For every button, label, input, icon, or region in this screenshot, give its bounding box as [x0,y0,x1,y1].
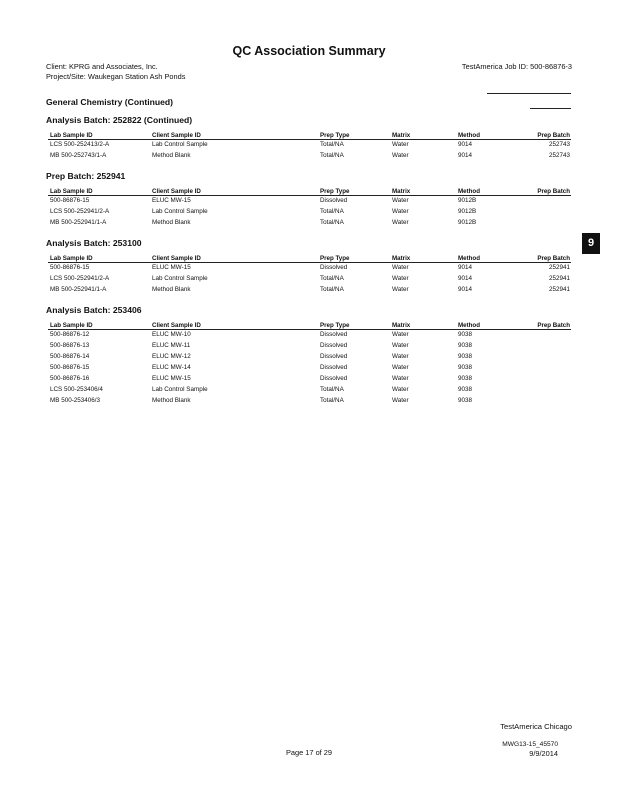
project-site: Project/Site: Waukegan Station Ash Ponds [46,72,186,81]
header-rule [48,262,571,263]
column-header: Matrix [392,255,411,262]
column-header: Method [458,188,480,195]
column-header: Prep Type [320,255,350,262]
table-cell: Total/NA [320,397,344,404]
table-cell: Dissolved [320,364,348,371]
table-cell: ELUC MW-15 [152,264,191,271]
column-header: Lab Sample ID [50,188,93,195]
table-cell: ELUC MW-14 [152,364,191,371]
column-header: Prep Type [320,322,350,329]
batch-title: Analysis Batch: 252822 (Continued) [46,115,193,125]
table-cell: 9014 [458,152,473,159]
table-cell: Water [392,141,409,148]
table-cell: 9014 [458,264,473,271]
table-cell: Water [392,331,409,338]
footer-page-number: Page 17 of 29 [285,748,333,757]
footer-company: TestAmerica Chicago [500,722,572,731]
table-cell: 252941 [548,286,570,293]
column-header: Client Sample ID [152,188,201,195]
table-cell: 9012B [458,208,477,215]
table-cell: Total/NA [320,275,344,282]
table-cell: Water [392,208,409,215]
header-rule [48,329,571,330]
table-cell: Lab Control Sample [152,386,208,393]
table-cell: Water [392,197,409,204]
table-cell: Water [392,286,409,293]
table-cell: 500-86876-15 [50,197,90,204]
client-name: Client: KPRG and Associates, Inc. [46,62,158,71]
table-cell: Water [392,375,409,382]
column-header: Method [458,255,480,262]
column-header: Client Sample ID [152,255,201,262]
table-cell: MB 500-253406/3 [50,397,101,404]
table-cell: MB 500-252941/1-A [50,219,107,226]
column-header: Matrix [392,322,411,329]
table-cell: Method Blank [152,219,191,226]
divider [530,108,571,109]
table-cell: Lab Control Sample [152,141,208,148]
table-cell: MB 500-252941/1-A [50,286,107,293]
column-header: Method [458,322,480,329]
footer-date: 9/9/2014 [529,749,558,758]
table-cell: 252941 [548,275,570,282]
table-cell: ELUC MW-15 [152,375,191,382]
table-cell: Method Blank [152,286,191,293]
column-header: Method [458,132,480,139]
table-cell: Lab Control Sample [152,208,208,215]
divider [487,93,571,94]
table-cell: LCS 500-253406/4 [50,386,103,393]
table-cell: Water [392,152,409,159]
table-cell: 9038 [458,386,473,393]
table-cell: 9014 [458,141,473,148]
column-header: Lab Sample ID [50,255,93,262]
table-cell: Dissolved [320,331,348,338]
table-cell: Total/NA [320,141,344,148]
column-header: Lab Sample ID [50,322,93,329]
column-header: Matrix [392,188,411,195]
table-cell: 500-86876-16 [50,375,90,382]
table-cell: 9038 [458,364,473,371]
table-cell: Water [392,386,409,393]
section-title: General Chemistry (Continued) [46,97,174,107]
table-cell: ELUC MW-10 [152,331,191,338]
table-cell: 500-86876-14 [50,353,90,360]
table-cell: Total/NA [320,152,344,159]
column-header: Prep Batch [537,322,570,329]
table-cell: Water [392,219,409,226]
table-cell: 9038 [458,353,473,360]
column-header: Prep Batch [537,255,570,262]
table-cell: 500-86876-13 [50,342,90,349]
table-cell: Method Blank [152,397,191,404]
table-cell: Water [392,353,409,360]
batch-title: Analysis Batch: 253100 [46,238,142,248]
table-cell: Water [392,364,409,371]
table-cell: Total/NA [320,208,344,215]
table-cell: Lab Control Sample [152,275,208,282]
section-tab-9[interactable]: 9 [582,233,600,254]
job-id: TestAmerica Job ID: 500-86876-3 [461,62,572,71]
column-header: Lab Sample ID [50,132,93,139]
column-header: Prep Batch [537,132,570,139]
table-cell: LCS 500-252941/2-A [50,208,110,215]
table-cell: 9012B [458,219,477,226]
table-cell: Dissolved [320,375,348,382]
table-cell: Method Blank [152,152,191,159]
page-title: QC Association Summary [232,44,386,58]
batch-title: Analysis Batch: 253406 [46,305,142,315]
header-rule [48,139,571,140]
table-cell: 9038 [458,342,473,349]
table-cell: Water [392,342,409,349]
table-cell: Dissolved [320,197,348,204]
table-cell: Water [392,264,409,271]
table-cell: ELUC MW-12 [152,353,191,360]
table-cell: Water [392,397,409,404]
batch-title: Prep Batch: 252941 [46,171,126,181]
table-cell: ELUC MW-15 [152,197,191,204]
table-cell: 9012B [458,197,477,204]
column-header: Prep Type [320,188,350,195]
table-cell: Dissolved [320,342,348,349]
column-header: Client Sample ID [152,132,201,139]
table-cell: Dissolved [320,264,348,271]
table-cell: 9038 [458,397,473,404]
table-cell: 500-86876-15 [50,264,90,271]
table-cell: LCS 500-252413/2-A [50,141,110,148]
table-cell: 252743 [548,152,570,159]
table-cell: 252743 [548,141,570,148]
table-cell: Dissolved [320,353,348,360]
table-cell: Water [392,275,409,282]
table-cell: 9014 [458,286,473,293]
table-cell: LCS 500-252941/2-A [50,275,110,282]
table-cell: 500-86876-15 [50,364,90,371]
column-header: Client Sample ID [152,322,201,329]
table-cell: MB 500-252743/1-A [50,152,107,159]
table-cell: 9014 [458,275,473,282]
column-header: Prep Type [320,132,350,139]
table-cell: 500-86876-12 [50,331,90,338]
column-header: Prep Batch [537,188,570,195]
table-cell: 9038 [458,331,473,338]
header-rule [48,195,571,196]
table-cell: ELUC MW-11 [152,342,191,349]
table-cell: 9038 [458,375,473,382]
table-cell: Total/NA [320,386,344,393]
table-cell: 252941 [548,264,570,271]
column-header: Matrix [392,132,411,139]
table-cell: Total/NA [320,286,344,293]
footer-doc-id: MWG13-15_45570 [502,741,558,748]
table-cell: Total/NA [320,219,344,226]
